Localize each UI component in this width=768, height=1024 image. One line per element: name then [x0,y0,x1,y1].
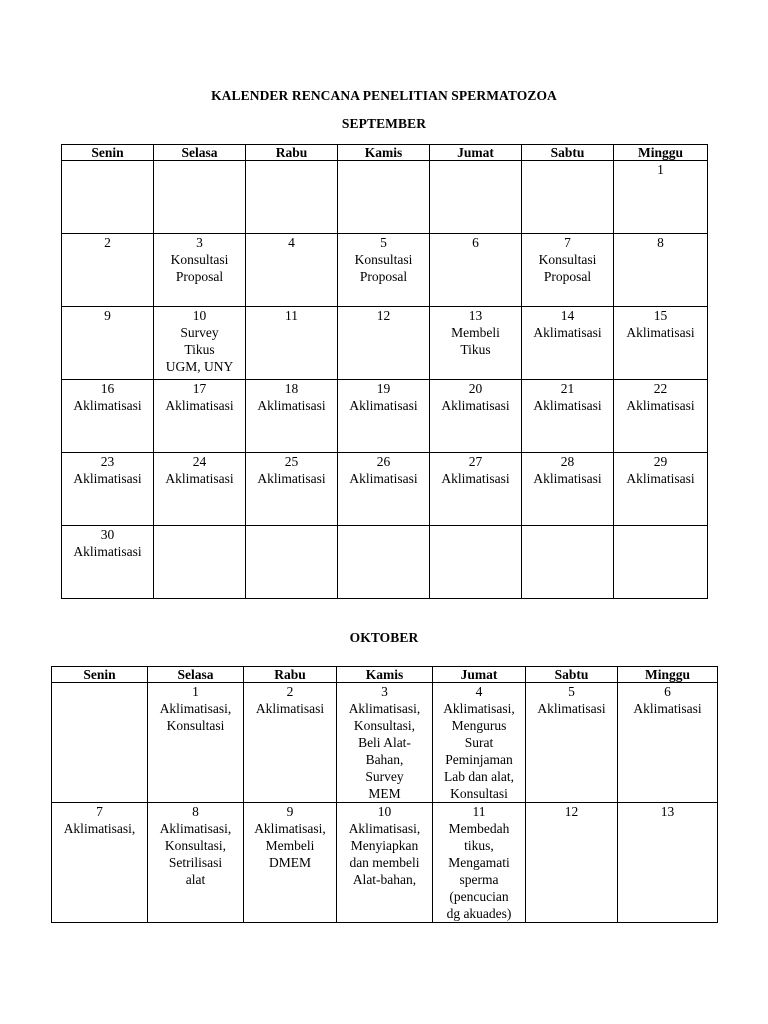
day-activity: Aklimatisasi [257,398,326,413]
day-activity: Survey Tikus UGM, UNY [165,325,234,374]
day-activity: Aklimatisasi [533,471,602,486]
day-activity: Aklimatisasi [533,398,602,413]
day-activity: Aklimatisasi, Konsultasi, Beli Alat- Bahan, Survey MEM [348,701,421,801]
day-header: Rabu [246,145,338,161]
day-number: 1 [192,684,199,699]
day-cell [430,453,522,526]
day-number: 10 [377,804,392,819]
day-number: 7 [564,235,571,250]
day-cell [338,234,430,307]
week-row [62,526,708,599]
day-cell [337,683,433,803]
day-cell [246,307,338,380]
day-cell [154,234,246,307]
day-number: 17 [192,381,207,396]
empty-day-cell [522,161,614,234]
empty-day-cell [154,161,246,234]
day-cell [614,307,708,380]
empty-day-cell [430,161,522,234]
day-cell [148,803,244,923]
day-number: 3 [196,235,203,250]
day-header: Kamis [338,145,430,161]
day-number: 19 [376,381,391,396]
day-activity: Aklimatisasi, Menyiapkan dan membeli Alat-bahan, [348,821,421,887]
day-cell [154,307,246,380]
day-header: Selasa [154,145,246,161]
week-row [62,161,708,234]
day-activity: Aklimatisasi [255,701,325,716]
day-header: Sabtu [526,667,618,683]
day-cell [526,803,618,923]
day-activity: Aklimatisasi [533,325,602,340]
day-activity: Aklimatisasi [349,471,418,486]
day-cell [430,234,522,307]
day-number: 9 [104,308,111,323]
empty-day-cell [614,526,708,599]
week-row [62,453,708,526]
day-number: 30 [100,527,115,542]
day-cell [522,453,614,526]
day-number: 2 [104,235,111,250]
day-activity: Aklimatisasi [626,398,695,413]
day-cell [522,307,614,380]
day-cell [246,453,338,526]
day-cell [614,161,708,234]
day-cell [430,380,522,453]
day-activity: Aklimatisasi [165,398,234,413]
empty-day-cell [154,526,246,599]
day-header: Sabtu [522,145,614,161]
day-activity: Aklimatisasi [626,325,695,340]
day-header: Kamis [337,667,433,683]
day-number: 8 [192,804,199,819]
day-number: 20 [468,381,483,396]
day-cell [522,380,614,453]
day-activity: Aklimatisasi, Konsultasi, Setrilisasi alat [159,821,232,887]
document-title: KALENDER RENCANA PENELITIAN SPERMATOZOA [211,88,557,103]
day-number: 6 [664,684,671,699]
empty-day-cell [338,161,430,234]
day-cell [614,234,708,307]
day-number: 21 [560,381,575,396]
day-activity: Konsultasi Proposal [170,252,229,284]
day-number: 18 [284,381,299,396]
day-header: Jumat [433,667,526,683]
day-cell [148,683,244,803]
day-number: 27 [468,454,483,469]
day-number: 3 [381,684,388,699]
day-cell [62,234,154,307]
day-cell [154,380,246,453]
day-number: 5 [380,235,387,250]
day-cell [52,803,148,923]
empty-day-cell [430,526,522,599]
empty-day-cell [52,683,148,803]
day-activity: Aklimatisasi [441,471,510,486]
day-cell [154,453,246,526]
day-cell [246,234,338,307]
day-header-row [52,667,718,683]
day-number: 8 [657,235,664,250]
day-number: 25 [284,454,299,469]
empty-day-cell [246,161,338,234]
day-header-row [62,145,708,161]
day-cell [62,453,154,526]
day-number: 12 [564,804,579,819]
day-number: 15 [653,308,668,323]
week-row [62,234,708,307]
day-number: 29 [653,454,668,469]
oktober-calendar-table [51,666,718,923]
day-number: 12 [376,308,391,323]
september-calendar-table [61,144,708,599]
day-activity: Aklimatisasi, Membeli DMEM [254,821,326,870]
day-header: Selasa [148,667,244,683]
day-number: 23 [100,454,115,469]
month-title-oktober: OKTOBER [349,630,419,645]
day-number: 13 [660,804,675,819]
day-cell [433,803,526,923]
day-number: 26 [376,454,391,469]
day-activity: Membedah tikus, Mengamati sperma (pencucian dg akuades) [446,821,512,921]
day-cell [614,453,708,526]
day-number: 16 [100,381,115,396]
day-activity: Membeli Tikus [451,325,500,357]
month-title-september: SEPTEMBER [341,116,427,131]
day-number: 7 [96,804,103,819]
day-activity: Aklimatisasi, [63,821,136,836]
day-number: 10 [192,308,207,323]
day-activity: Aklimatisasi, Mengurus Surat Peminjaman Lab dan alat, Konsultasi [443,701,515,801]
day-number: 2 [286,684,294,699]
day-cell [338,380,430,453]
day-number: 1 [657,162,664,177]
day-number: 13 [468,308,483,323]
week-row [62,307,708,380]
day-activity: Aklimatisasi [73,544,142,559]
day-number: 11 [285,308,298,323]
day-cell [618,803,718,923]
day-cell [430,307,522,380]
day-cell [62,380,154,453]
day-number: 14 [560,308,575,323]
day-activity: Aklimatisasi [73,471,142,486]
day-cell [244,803,337,923]
empty-day-cell [246,526,338,599]
day-cell [433,683,526,803]
day-number: 4 [475,684,483,699]
day-activity: Aklimatisasi [626,471,695,486]
day-header: Rabu [244,667,337,683]
day-header: Senin [52,667,148,683]
day-number: 24 [192,454,207,469]
day-activity: Aklimatisasi [165,471,234,486]
day-cell [246,380,338,453]
day-cell [338,453,430,526]
day-header: Senin [62,145,154,161]
week-row [52,683,718,803]
day-cell [244,683,337,803]
day-cell [526,683,618,803]
day-number: 5 [568,684,575,699]
day-cell [522,234,614,307]
day-cell [62,526,154,599]
empty-day-cell [62,161,154,234]
day-activity: Aklimatisasi [633,701,702,716]
day-number: 9 [286,804,294,819]
day-header: Minggu [618,667,718,683]
day-activity: Aklimatisasi [73,398,142,413]
day-activity: Aklimatisasi [537,701,606,716]
day-cell [618,683,718,803]
day-number: 6 [472,235,479,250]
day-cell [62,307,154,380]
day-number: 11 [472,804,486,819]
day-number: 28 [560,454,575,469]
empty-day-cell [338,526,430,599]
day-cell [338,307,430,380]
day-header: Jumat [430,145,522,161]
week-row [52,803,718,923]
day-activity: Aklimatisasi [257,471,326,486]
day-activity: Aklimatisasi, Konsultasi [159,701,232,733]
day-header: Minggu [614,145,708,161]
day-activity: Aklimatisasi [349,398,418,413]
day-activity: Aklimatisasi [441,398,510,413]
day-cell [614,380,708,453]
day-number: 22 [653,381,668,396]
week-row [62,380,708,453]
empty-day-cell [522,526,614,599]
day-number: 4 [288,235,295,250]
day-activity: Konsultasi Proposal [538,252,597,284]
day-activity: Konsultasi Proposal [354,252,413,284]
day-cell [337,803,433,923]
